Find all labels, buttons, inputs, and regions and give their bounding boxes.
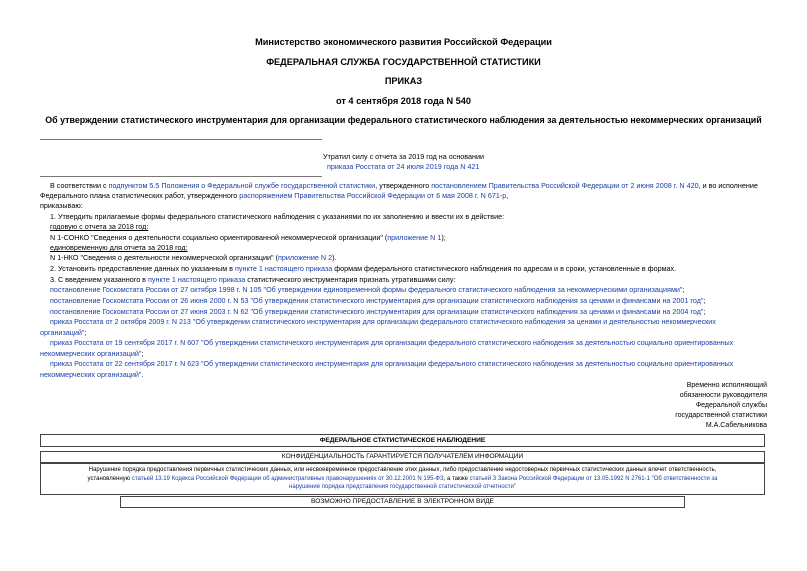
form-1-sonko: N 1-СОНКО "Сведения о деятельности социально ориентированной некоммерческой организации" (приложение N 1); — [50, 233, 446, 242]
doc-link[interactable]: нарушение порядка представления государственной статистической отчетности" — [289, 484, 516, 491]
confidentiality-notice: КОНФИДЕНЦИАЛЬНОСТЬ ГАРАНТИРУЕТСЯ ПОЛУЧАТЕЛЕМ ИНФОРМАЦИИ — [40, 451, 765, 463]
doc-link[interactable]: некоммерческих организаций" — [40, 349, 142, 358]
order-word: приказываю: — [40, 201, 83, 210]
repealed-item: постановление Госкомстата России от 27 октября 1998 г. N 105 "Об утверждении единовременной формы федерального статистического наблюдения за некоммерческими организациями"; — [50, 285, 685, 294]
repealed-item: постановление Госкомстата России от 26 июня 2000 г. N 53 "Об утверждении статистического инструментария для организации статистического наблюдения за ценами и финансами на 2001 год"; — [50, 296, 706, 305]
doc-title: Об утверждении статистического инструментария для организации федерального статистического наблюдения за деятельностью некоммерческих организаций — [45, 115, 762, 125]
repealed-item-link[interactable]: приказ Росстата от 2 октября 2009 г. N 213 "Об утверждении статистического инструментария для организации федерального статистического наблюдения за ценами и деятельностью некоммерческих — [50, 318, 716, 326]
onetime-heading: единовременную для отчета за 2018 год: — [50, 243, 188, 252]
doc-link[interactable]: постановление Госкомстата России от 26 июня 2000 г. N 53 "Об утверждении статистического инструментария для организации статистического наблюдения за ценами и финансами на 2001 год" — [50, 296, 704, 305]
repealed-item: некоммерческих организаций"; — [40, 349, 144, 358]
item-1: 1. Утвердить прилагаемые формы федерального статистического наблюдения с указаниями по их заполнению и ввести их в действие: — [50, 212, 505, 221]
doc-link[interactable]: пункте 1 настоящего приказа — [235, 264, 333, 273]
doc-link[interactable]: постановление Госкомстата России от 27 октября 1998 г. N 105 "Об утверждении единовременной формы федерального статистического наблюдения за некоммерческими организациями" — [50, 285, 683, 294]
repealed-item-link[interactable]: приказ Росстата от 19 сентября 2017 г. N 607 "Об утверждении статистического инструментария для организации федерального статистического наблюдения за деятельностью социально ориентированных — [50, 339, 734, 347]
preamble-paragraph: В соответствии с подпунктом 5.5 Положения о Федеральной службе государственной статистики, утвержденного постановлением Правительства Российской Федерации от 2 июня 2008 г. N 420, и во исполнение — [50, 181, 758, 190]
doc-link[interactable]: некоммерческих организаций" — [40, 370, 142, 379]
repealed-item: некоммерческих организаций". — [40, 370, 144, 379]
appendix-link[interactable]: приложение N 2 — [278, 253, 333, 262]
repealed-item: постановление Госкомстата России от 27 июня 2003 г. N 62 "Об утверждении статистического инструментария для организации статистического наблюдения за ценами и финансами на 2004 год"; — [50, 307, 706, 316]
doc-type: ПРИКАЗ — [384, 76, 423, 86]
repealed-item: организаций"; — [40, 328, 87, 337]
electronic-submission-notice: ВОЗМОЖНО ПРЕДОСТАВЛЕНИЕ В ЭЛЕКТРОННОМ ВИДЕ — [120, 496, 685, 508]
preamble-paragraph: Федерального плана статистических работ, утвержденного распоряжением Правительства Российской Федерации от 6 мая 2008 г. N 671-р, — [40, 191, 509, 200]
liability-warning: Нарушение порядка предоставления первичных статистических данных, или несвоевременное предоставление этих данных, либо предоставление недостоверных первичных статистических данных влечет ответственность, установленную статьей 13.19 Кодекса Российской Федерации об административных правонарушениях от 30.12.2001 N 195-ФЗ, а также статьей 3 Закона Российской Федерации от 13.05.1992 N 2761-1 "Об ответственности за нарушение порядка представления государственной статистической отчетности" — [40, 463, 765, 495]
doc-link[interactable]: постановлением Правительства Российской Федерации от 2 июня 2008 г. N 420 — [431, 181, 699, 190]
doc-link[interactable]: подпунктом 5.5 Положения о Федеральной службе государственной статистики — [108, 181, 376, 190]
signature-block: Временно исполняющий обязанности руководителя Федеральной службы государственной статистики М.А.Сабельникова — [675, 382, 767, 429]
ministry-title: Министерство экономического развития Российской Федерации — [255, 37, 552, 47]
validity-note: Утратил силу с отчета за 2019 год на основании — [323, 152, 485, 161]
doc-link[interactable]: пункте 1 настоящего приказа — [148, 275, 246, 284]
doc-date-number: от 4 сентября 2018 года N 540 — [335, 96, 471, 106]
service-title: ФЕДЕРАЛЬНАЯ СЛУЖБА ГОСУДАРСТВЕННОЙ СТАТИСТИКИ — [266, 57, 541, 67]
doc-link[interactable]: организаций" — [40, 328, 85, 337]
repealed-item-link[interactable]: приказ Росстата от 22 сентября 2017 г. N 623 "Об утверждении статистического инструментария для организации федерального статистического наблюдения за деятельностью социально ориентированных — [50, 360, 734, 368]
form-header-title: ФЕДЕРАЛЬНОЕ СТАТИСТИЧЕСКОЕ НАБЛЮДЕНИЕ — [40, 434, 765, 447]
signatory-name: М.А.Сабельникова — [705, 422, 767, 429]
annual-heading: годовую с отчета за 2018 год: — [50, 222, 149, 231]
form-1-nko: N 1-НКО "Сведения о деятельности некоммерческой организации" (приложение N 2). — [50, 253, 337, 262]
item-2: 2. Установить предоставление данных по указанным в пункте 1 настоящего приказа формам федерального статистического наблюдения по адресам и в сроки, установленные в формах. — [50, 264, 677, 273]
doc-link[interactable]: статьей 13.19 Кодекса Российской Федерации об административных правонарушениях от 30.12.2001 N 195-ФЗ — [131, 475, 444, 482]
divider — [40, 176, 322, 177]
doc-link[interactable]: постановление Госкомстата России от 27 июня 2003 г. N 62 "Об утверждении статистического инструментария для организации статистического наблюдения за ценами и финансами на 2004 год" — [50, 307, 704, 316]
doc-link[interactable]: распоряжением Правительства Российской Федерации от 6 мая 2008 г. N 671-р — [239, 191, 507, 200]
divider — [40, 139, 322, 140]
validity-note-link[interactable]: приказа Росстата от 24 июля 2019 года N 421 — [327, 162, 480, 171]
item-3: 3. С введением указанного в пункте 1 настоящего приказа статистического инструментария признать утратившими силу: — [50, 275, 456, 284]
doc-link[interactable]: статьей 3 Закона Российской Федерации от 13.05.1992 N 2761-1 "Об ответственности за — [469, 475, 718, 482]
appendix-link[interactable]: приложение N 1 — [387, 233, 442, 242]
